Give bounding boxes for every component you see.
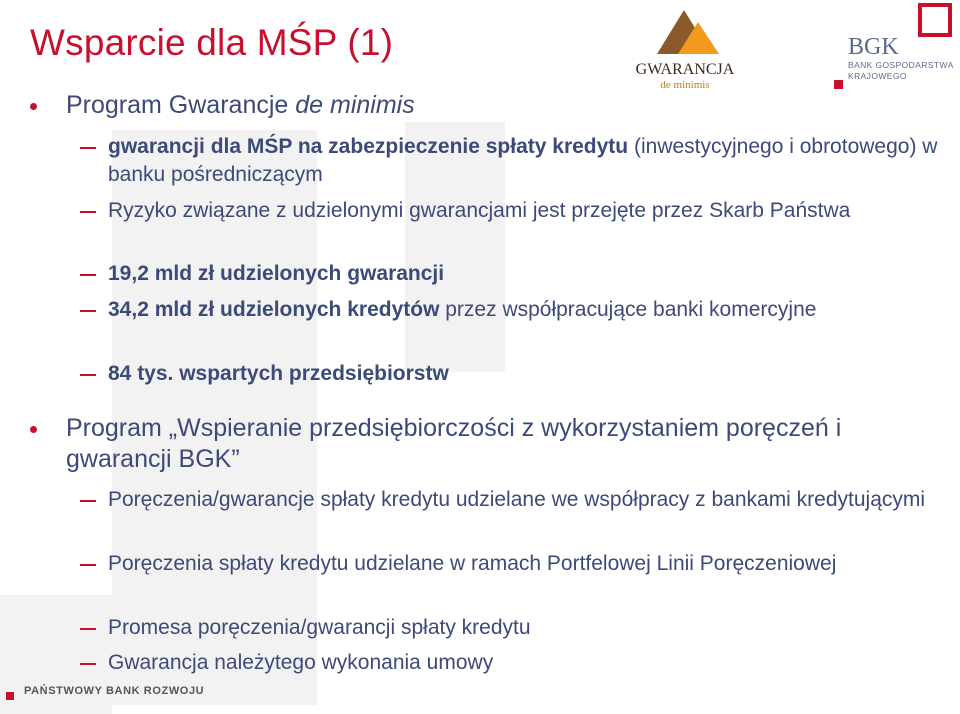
dash-marker [80,500,96,502]
sub-bullet-text [108,133,950,189]
sub-bullet-bold: gwarancji dla MŚP na zabezpieczenie spłaty kredytu [108,135,629,158]
dash-marker [80,274,96,276]
slide-title: Wsparcie dla MŚP (1) [30,22,394,63]
bullet-heading [66,90,946,121]
bullet-heading [66,413,946,475]
bullet-heading-text: Program Gwarancje [66,91,296,119]
sub-bullet-bold: 84 tys. wspartych przedsiębiorstw [108,362,449,385]
dash-marker [80,211,96,213]
logo-de-minimis-text: de minimis [660,79,710,91]
bullet-heading-italic: de minimis [295,91,415,119]
footer-square-icon [6,692,14,700]
dash-marker [80,564,96,566]
sub-bullet-bold: 19,2 mld zł udzielonych gwarancji [108,262,445,285]
bgk-name-line2: KRAJOWEGO [848,71,907,81]
sub-bullet-rest: Ryzyko związane z udzielonymi gwarancjami jest przejęte przez Skarb Państwa [108,199,851,222]
sub-bullet-text [108,614,950,642]
sub-bullet-text [108,486,950,514]
bullet-marker [30,426,37,433]
sub-bullet-rest: (inwestycyjnego i obrotowego) w banku pośredniczącym [108,135,938,186]
sub-bullet-rest: Poręczenia/gwarancje spłaty kredytu udzielane we współpracy z bankami kredytującymi [108,488,926,511]
sub-bullet-rest: Promesa poręczenia/gwarancji spłaty kredytu [108,616,531,639]
bgk-abbr-text: BGK [848,34,899,60]
sub-bullet-bold: 34,2 mld zł udzielonych kredytów [108,298,440,321]
sub-bullet-text [108,550,950,578]
bgk-name-line1: BANK GOSPODARSTWA [848,60,954,70]
dash-marker [80,147,96,149]
bullet-heading-text: Program „Wspieranie przedsiębiorczości z wykorzystaniem poręczeń i gwarancji BGK” [66,414,842,473]
dash-marker [80,374,96,376]
bullet-marker [30,103,37,110]
footer-text: PAŃSTWOWY BANK ROZWOJU [24,685,205,697]
dash-marker [80,310,96,312]
sub-bullet-rest: przez współpracujące banki komercyjne [439,298,817,321]
dash-marker [80,663,96,665]
sub-bullet-text [108,296,950,324]
sub-bullet-text [108,197,950,225]
sub-bullet-rest: Poręczenia spłaty kredytu udzielane w ramach Portfelowej Linii Poręczeniowej [108,552,837,575]
dash-marker [80,628,96,630]
sub-bullet-text [108,260,950,288]
sub-bullet-text [108,649,950,677]
sub-bullet-rest: Gwarancja należytego wykonania umowy [108,651,494,674]
logo-gwarancja-text: GWARANCJA [635,61,735,78]
sub-bullet-text [108,360,950,388]
